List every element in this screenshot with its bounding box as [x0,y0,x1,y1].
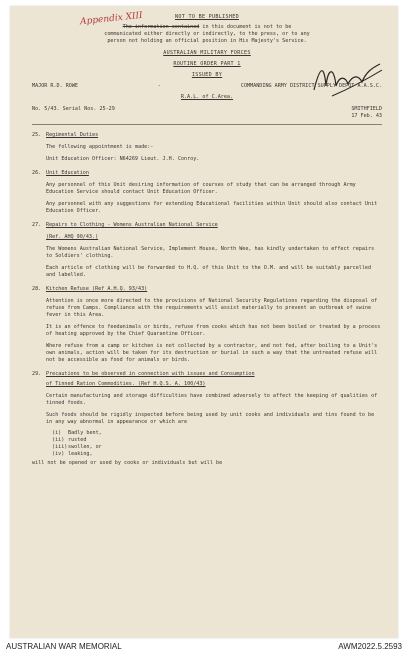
section-title: Regimental Duties [46,132,99,138]
order-type: ROUTINE ORDER PART 1 [173,61,241,67]
paragraph: Each article of clothing will be forwarded to H.Q. of this Unit to the O.M. and will be suitably parcelled and labelled. [46,265,372,278]
paragraph: Certain manufacturing and storage difficulties have combined adversely to affect the keeping of qualities of tinned foods. [46,393,378,406]
list-text: leaking, [68,451,93,457]
list-marker: (iv) [52,451,65,457]
paragraph: Where refuse from a camp or kitchen is not collected by a contractor, and not fed, after boiling to a Unit's own animals, action will be taken for its destruction or burial in such a way that the untreated refuse will not be accessible as food for animals or birds. [46,343,378,363]
section-25-body [46,144,382,163]
section-number: 28. [32,286,42,292]
list-item [52,437,382,444]
restriction-heading: NOT TO BE PUBLISHED [175,14,239,20]
document-body [32,14,382,467]
issuer-line [32,83,382,90]
list-text: rusted [68,437,87,443]
section-29-body [46,381,382,458]
list-marker: (iii) [52,444,68,450]
section-number: 25. [32,132,42,138]
secrecy-line-1 [32,24,382,31]
place-date [351,106,382,120]
section-28 [32,286,382,293]
secrecy-text: in this document is not to be [199,24,292,30]
condition-list [52,430,382,458]
list-text: swollen, or [68,444,102,450]
section-26-body [46,182,382,215]
paragraph: It is an offence to feedanimals or birds, refuse from cooks which has not been boiled or treated by a process of heating approved by the Chief Quarantine Officer. [46,324,381,337]
section-title: Unit Education [46,170,89,176]
list-text: Badly bent, [68,430,102,436]
section-title: Repairs to Clothing - Womens Australian National Service [46,222,218,228]
section-27-body [46,234,382,279]
secrecy-line-2: communicated either directly or indirectly, to the press, or to any [104,31,310,37]
section-26 [32,170,382,177]
section-27 [32,222,382,229]
list-item [52,451,382,458]
section-title: Kitchen Refuse (Ref A.H.Q. 93/43) [46,286,148,292]
paragraph-continuation: will not be opened or used by cooks or individuals but will be [32,460,223,466]
paragraph: Attention is once more directed to the provisions of National Security Regulations regarding the disposal of refuse from Camps. Compliance with the requirements will assist materially to prevent an outbreak of swine fever in this Area. [46,298,378,318]
footer-accession: AWM2022.5.2593 [338,642,402,651]
struck-text: The information contained [122,24,200,30]
footer-source: AUSTRALIAN WAR MEMORIAL [6,642,122,651]
document-page [10,6,398,638]
section-28-body [46,298,382,364]
section-25 [32,132,382,139]
paragraph: The Womens Australian National Service, Implement House, North Wee, has kindly undertaken to effect repairs to Soldiers' clothing. [46,246,375,259]
place: SMITHFIELD [351,106,382,112]
secrecy-line-3: person not holding an official position in His Majesty's Service. [107,38,307,44]
list-item [52,430,382,437]
paragraph: Such foods should be rigidly inspected before being used by unit cooks and individuals and tins found to be in any way abnormal in appearance or which are [46,412,375,425]
reference: (Ref. AHQ 90/43.) [46,234,99,240]
list-marker: (i) [52,430,62,436]
issuer-left: MAJOR R.D. ROWE [32,83,79,89]
paragraph: Any personnel of this Unit desiring information of courses of study that can be arranged through Army Education Service should contact Unit Education Officer. [46,182,356,195]
section-number: 29. [32,371,42,377]
list-item [52,444,382,451]
paragraph: Unit Education Officer: N64269 Lieut. J.H. Conroy. [46,156,200,162]
force-heading: AUSTRALIAN MILITARY FORCES [163,50,251,56]
issued-by: ISSUED BY [191,72,223,78]
issuer-dash: - [157,83,161,89]
divider [32,124,382,125]
handwritten-annotation: Appendix XIII [79,10,144,28]
order-number-line [32,106,382,120]
section-title-continued: of Tinned Ration Commodities. (Ref H.Q.S. A. 100/43) [46,381,206,387]
section-number: 26. [32,170,42,176]
paragraph: Any personnel with any suggestions for extending Educational facilities within Unit should also contact Unit Education Officer. [46,201,378,214]
sub-unit: R.A.L. of C.Area. [180,94,234,100]
section-number: 27. [32,222,42,228]
order-number: No. 5/43. Serial Nos. 25-29 [32,106,115,112]
list-marker: (ii) [52,437,65,443]
archive-footer [0,640,408,653]
paragraph: The following appointment is made:- [46,144,154,150]
section-title: Precautions to be observed in connection with issues and Consumption [46,371,255,377]
issuer-right: COMMANDING ARMY DISTRICT SUPPLY DEPOT A.A.S.C. [240,83,382,89]
date: 17 Feb. 43 [351,113,382,119]
section-29 [32,371,382,378]
